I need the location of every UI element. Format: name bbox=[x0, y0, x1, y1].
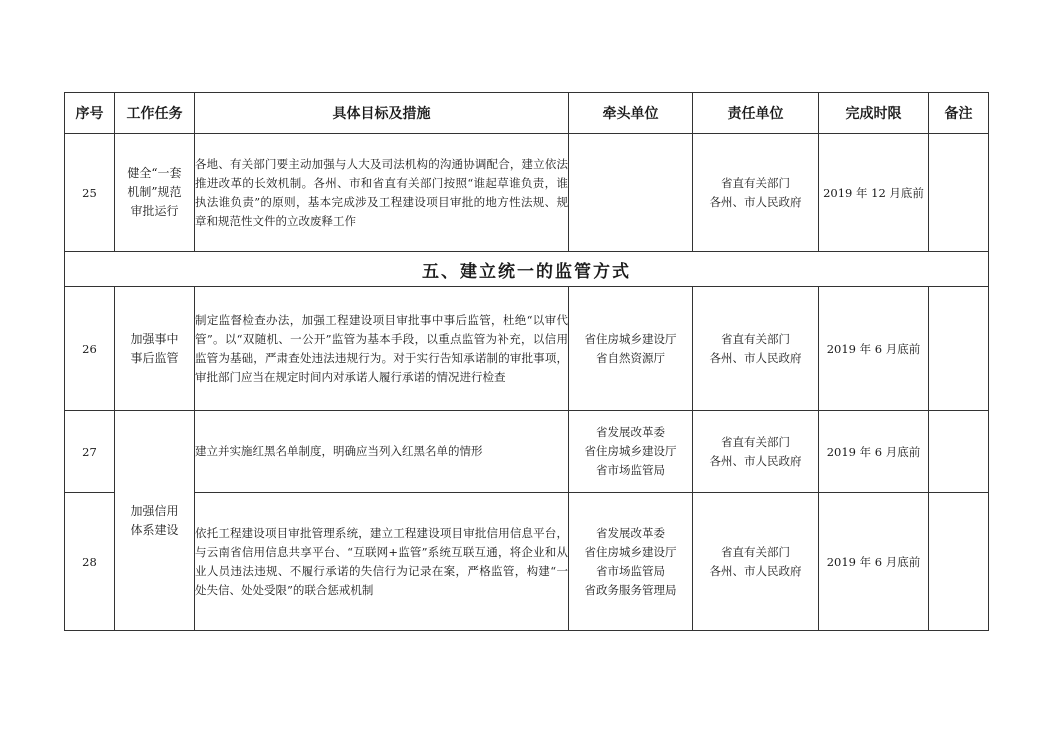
note-cell bbox=[929, 411, 989, 493]
unit-line: 各州、市人民政府 bbox=[709, 194, 802, 209]
header-responsible: 责任单位 bbox=[693, 93, 819, 134]
responsible-cell bbox=[693, 134, 819, 252]
responsible-cell bbox=[693, 411, 819, 493]
header-row bbox=[65, 93, 989, 134]
unit-line: 省市场监管局 bbox=[596, 463, 665, 477]
section-title: 五、建立统一的监管方式 bbox=[65, 252, 989, 287]
unit-line: 各州、市人民政府 bbox=[709, 563, 802, 578]
unit-line: 省自然资源厅 bbox=[596, 350, 665, 365]
unit-line: 省直有关部门 bbox=[721, 434, 790, 449]
measures-cell: 制定监督检查办法，加强工程建设项目审批事中事后监管，杜绝“以审代管”。以“双随机、一公开”监管为基本手段，以重点监管为补充，以信用监管为基础，严肃查处违法违规行为。对于实行告知承诺制的审批事项，审批部门应当在规定时间内对承诺人履行承诺的情况进行检查 bbox=[195, 287, 569, 411]
unit-line: 各州、市人民政府 bbox=[709, 350, 802, 365]
measures-table bbox=[64, 92, 989, 631]
note-cell bbox=[929, 493, 989, 631]
table-row-27 bbox=[65, 411, 989, 493]
deadline-cell: 2019 年 6 月底前 bbox=[819, 411, 929, 493]
task-line: 加强事中 bbox=[130, 331, 179, 346]
unit-line: 省住房城乡建设厅 bbox=[584, 444, 677, 458]
task-line: 事后监管 bbox=[130, 350, 179, 365]
unit-line: 省直有关部门 bbox=[721, 331, 790, 346]
header-measures: 具体目标及措施 bbox=[195, 93, 569, 134]
lead-cell bbox=[569, 287, 693, 411]
task-line: 体系建设 bbox=[130, 522, 179, 537]
table-row-28 bbox=[65, 493, 989, 631]
section-row bbox=[65, 252, 989, 287]
unit-line: 省市场监管局 bbox=[596, 563, 665, 578]
task-line: 审批运行 bbox=[130, 204, 179, 218]
unit-line: 省发展改革委 bbox=[596, 425, 665, 439]
lead-cell bbox=[569, 493, 693, 631]
header-task: 工作任务 bbox=[115, 93, 195, 134]
seq-cell: 28 bbox=[65, 493, 115, 631]
responsible-cell bbox=[693, 287, 819, 411]
table-row-25 bbox=[65, 134, 989, 252]
task-line: 健全“一套 bbox=[127, 166, 182, 180]
measures-cell: 建立并实施红黑名单制度，明确应当列入红黑名单的情形 bbox=[195, 411, 569, 493]
lead-cell bbox=[569, 134, 693, 252]
unit-line: 省住房城乡建设厅 bbox=[584, 544, 677, 559]
task-cell bbox=[115, 134, 195, 252]
measures-cell: 各地、有关部门要主动加强与人大及司法机构的沟通协调配合，建立依法推进改革的长效机制。各州、市和省直有关部门按照“谁起草谁负责，谁执法谁负责”的原则，基本完成涉及工程建设项目审批的地方性法规、规章和规范性文件的立改废释工作 bbox=[195, 134, 569, 252]
task-cell bbox=[115, 287, 195, 411]
seq-cell: 25 bbox=[65, 134, 115, 252]
task-line: 机制”规范 bbox=[127, 185, 182, 199]
task-cell bbox=[115, 411, 195, 631]
seq-cell: 26 bbox=[65, 287, 115, 411]
seq-cell: 27 bbox=[65, 411, 115, 493]
deadline-cell: 2019 年 6 月底前 bbox=[819, 287, 929, 411]
header-lead: 牵头单位 bbox=[569, 93, 693, 134]
unit-line: 省住房城乡建设厅 bbox=[584, 331, 677, 346]
unit-line: 省直有关部门 bbox=[721, 544, 790, 559]
deadline-cell: 2019 年 6 月底前 bbox=[819, 493, 929, 631]
deadline-cell: 2019 年 12 月底前 bbox=[819, 134, 929, 252]
table-row-26 bbox=[65, 287, 989, 411]
responsible-cell bbox=[693, 493, 819, 631]
unit-line: 省政务服务管理局 bbox=[584, 582, 677, 597]
note-cell bbox=[929, 287, 989, 411]
unit-line: 各州、市人民政府 bbox=[709, 453, 802, 468]
unit-line: 省直有关部门 bbox=[721, 175, 790, 190]
header-note: 备注 bbox=[929, 93, 989, 134]
lead-cell bbox=[569, 411, 693, 493]
task-line: 加强信用 bbox=[130, 503, 179, 518]
header-seq: 序号 bbox=[65, 93, 115, 134]
measures-cell: 依托工程建设项目审批管理系统，建立工程建设项目审批信用信息平台，与云南省信用信息共享平台、“互联网+监管”系统互联互通，将企业和从业人员违法违规、不履行承诺的失信行为记录在案，严格监管，构建“一处失信、处处受限”的联合惩戒机制 bbox=[195, 493, 569, 631]
note-cell bbox=[929, 134, 989, 252]
unit-line: 省发展改革委 bbox=[596, 525, 665, 540]
header-deadline: 完成时限 bbox=[819, 93, 929, 134]
